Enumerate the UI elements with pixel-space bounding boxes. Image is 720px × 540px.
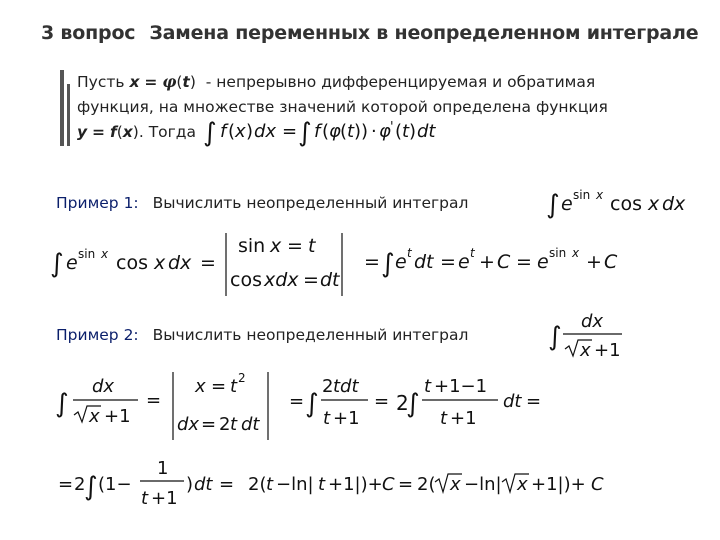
svg-text:dx: dx (177, 414, 200, 435)
svg-text:2: 2 (322, 376, 334, 397)
svg-text:): ) (409, 121, 417, 142)
svg-text:2(: 2( (248, 474, 267, 495)
svg-text:∫: ∫ (203, 118, 217, 148)
svg-text:)): )) (354, 121, 369, 142)
svg-text:+1: +1 (594, 340, 621, 361)
svg-text:C: C (591, 474, 604, 495)
svg-text:(: ( (322, 121, 330, 142)
svg-text:t: t (318, 474, 326, 495)
svg-text:∫: ∫ (50, 249, 64, 279)
svg-text:x: x (195, 376, 206, 397)
svg-text:1: 1 (157, 458, 169, 479)
svg-text:+1|)+: +1|)+ (531, 474, 586, 495)
svg-text:+1: +1 (333, 408, 360, 429)
svg-text:C: C (497, 251, 511, 273)
def-then: . Тогда (138, 123, 197, 141)
svg-text:=: = (398, 474, 414, 495)
svg-text:+1|)+: +1|)+ (328, 474, 383, 495)
svg-text:∫: ∫ (84, 472, 98, 502)
svg-text:+1−1: +1−1 (434, 376, 488, 397)
svg-text:·: · (371, 121, 377, 142)
definition-line-2: функция, на множестве значений которой определена функция (77, 98, 608, 116)
svg-text:2(: 2( (417, 474, 436, 495)
svg-text:t: t (141, 488, 149, 509)
def-rest: - непрерывно дифференцируемая и обратимая (205, 73, 596, 91)
svg-text:cos: cos (230, 269, 262, 291)
svg-text:=: = (219, 474, 235, 495)
svg-text:dt: dt (194, 474, 213, 495)
svg-text:t: t (266, 474, 274, 495)
svg-text:2: 2 (74, 474, 86, 495)
svg-text:sin: sin (78, 247, 96, 261)
svg-text:∫: ∫ (406, 389, 420, 419)
svg-text:∫: ∫ (546, 190, 560, 220)
svg-text:xdx: xdx (264, 269, 299, 291)
svg-text:cos: cos (610, 193, 642, 215)
svg-text:t: t (230, 414, 238, 435)
svg-text:∫: ∫ (381, 249, 395, 279)
svg-text:t: t (308, 235, 316, 257)
def-eq: = (144, 73, 158, 91)
svg-text:∫: ∫ (298, 118, 312, 148)
svg-text:x: x (517, 474, 528, 495)
svg-text:t: t (424, 376, 432, 397)
svg-text:dt: dt (320, 269, 340, 291)
svg-text:=: = (287, 235, 303, 257)
svg-text:(: ( (228, 121, 236, 142)
def-f: f (109, 123, 117, 141)
svg-text:=: = (58, 474, 74, 495)
def-x2: x (122, 123, 133, 141)
svg-text:=: = (516, 251, 532, 273)
svg-text:x: x (270, 235, 282, 257)
example-1-text: Вычислить неопределенный интеграл (152, 194, 469, 212)
svg-text:dt: dt (417, 121, 436, 142)
svg-text:C: C (604, 251, 618, 273)
svg-text:x: x (580, 340, 591, 361)
svg-text:+1: +1 (104, 406, 131, 427)
svg-text:C: C (382, 474, 395, 495)
svg-text:sin: sin (238, 235, 266, 257)
svg-text:=: = (526, 391, 542, 412)
svg-text:t: t (407, 246, 412, 260)
svg-text:−ln|: −ln| (276, 474, 314, 495)
svg-text:=: = (211, 376, 227, 397)
svg-text:=: = (289, 391, 305, 412)
def-x: x (129, 73, 140, 91)
svg-text:e: e (537, 251, 549, 273)
svg-text:+1: +1 (450, 408, 477, 429)
svg-text:sin: sin (549, 246, 567, 260)
svg-text:dx: dx (581, 311, 604, 332)
svg-text:=: = (374, 391, 390, 412)
svg-text:t: t (323, 408, 331, 429)
svg-text:2: 2 (396, 391, 409, 415)
svg-text:t: t (347, 121, 355, 142)
example-2-text: Вычислить неопределенный интеграл (152, 326, 469, 344)
svg-text:dt: dt (503, 391, 522, 412)
svg-text:x: x (235, 121, 246, 142)
svg-text:cos: cos (116, 252, 148, 274)
svg-text:+: + (479, 251, 495, 273)
def-prefix: Пусть (77, 73, 125, 91)
svg-text:x: x (450, 474, 461, 495)
svg-text:dx: dx (168, 252, 192, 274)
svg-text:dx: dx (662, 193, 686, 215)
definition-line-1: Пусть x = φ(t) - непрерывно дифференцируемая и обратимая (77, 72, 596, 91)
svg-text:tdt: tdt (333, 376, 359, 397)
svg-text:dt: dt (241, 414, 260, 435)
svg-text:f: f (314, 121, 321, 142)
svg-text:e: e (395, 251, 407, 273)
example-2-label: Пример 2: (56, 326, 139, 344)
svg-text:t: t (440, 408, 448, 429)
svg-text:x: x (572, 246, 580, 260)
svg-text:2: 2 (238, 371, 246, 385)
svg-text:+: + (586, 251, 602, 273)
svg-text:=: = (146, 390, 162, 411)
formula-example-2-task (548, 311, 622, 361)
svg-text:e: e (561, 193, 573, 215)
svg-text:e: e (66, 252, 78, 274)
formula-example-2-step-2 (58, 458, 604, 509)
svg-text:dt: dt (414, 251, 434, 273)
def-y: y (77, 123, 88, 141)
svg-text:=: = (282, 121, 298, 142)
svg-text:dx: dx (254, 121, 277, 142)
svg-text:): ) (186, 474, 194, 495)
def-phi: φ (162, 72, 177, 91)
svg-text:t: t (402, 121, 410, 142)
svg-text:∫: ∫ (55, 389, 69, 419)
svg-text:f: f (220, 121, 227, 142)
svg-text:): ) (246, 121, 254, 142)
svg-text:x: x (89, 406, 100, 427)
svg-text:=: = (440, 251, 456, 273)
svg-text:t: t (230, 376, 238, 397)
svg-text:=: = (200, 252, 216, 274)
formula-example-2-step-1 (55, 371, 541, 440)
formula-example-1-task (546, 188, 686, 220)
svg-text:φ: φ (379, 121, 391, 142)
example-1-label: Пример 1: (56, 194, 139, 212)
svg-text:(1−: (1− (98, 474, 132, 495)
definition-line-3: y = f(x). Тогда (77, 123, 197, 141)
formula-substitution-rule (203, 118, 436, 148)
svg-text:=: = (201, 414, 217, 435)
question-topic: Замена переменных в неопределенном интеграле (149, 22, 699, 44)
svg-text:+1: +1 (151, 488, 178, 509)
svg-text:∫: ∫ (548, 322, 562, 352)
svg-text:∫: ∫ (305, 389, 319, 419)
svg-text:x: x (101, 247, 109, 261)
svg-text:2: 2 (219, 414, 231, 435)
svg-text:−ln|: −ln| (464, 474, 502, 495)
svg-text:=: = (364, 251, 380, 273)
svg-text:=: = (303, 269, 319, 291)
svg-text:(: ( (395, 121, 403, 142)
svg-text:dx: dx (92, 376, 115, 397)
svg-text:x: x (648, 193, 660, 215)
def-eq2: = (92, 123, 106, 141)
svg-text:x: x (154, 252, 166, 274)
svg-text:φ: φ (329, 121, 341, 142)
question-number: 3 вопрос (41, 22, 136, 44)
def-t: t (182, 73, 190, 91)
svg-text:x: x (596, 188, 604, 202)
svg-text:(: ( (340, 121, 348, 142)
svg-text:t: t (470, 246, 475, 260)
svg-text:e: e (458, 251, 470, 273)
formula-example-1-solution (50, 233, 618, 296)
svg-text:': ' (390, 120, 394, 135)
svg-text:sin: sin (573, 188, 591, 202)
